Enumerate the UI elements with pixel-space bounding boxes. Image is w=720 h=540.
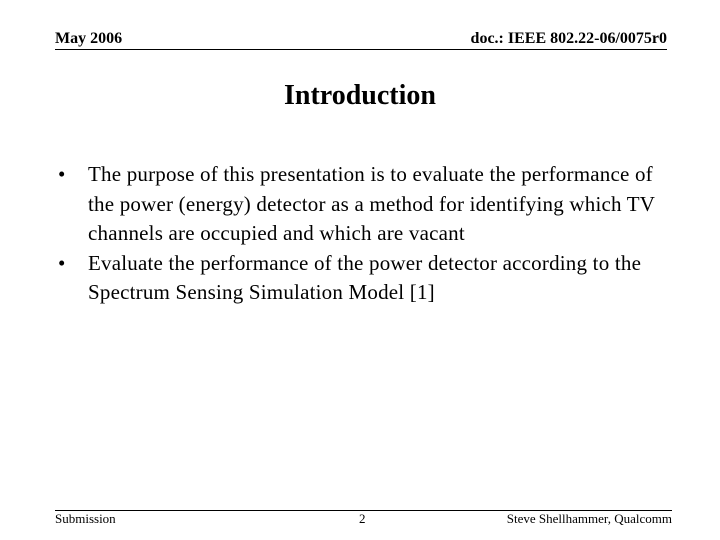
bullet-marker: •: [58, 250, 66, 275]
bullet-list: [58, 160, 678, 308]
bullet-text: Evaluate the performance of the power detector according to the Spectrum Sensing Simulation Model [1]: [88, 250, 642, 304]
footer-submission: Submission: [55, 511, 116, 526]
page-number: 2: [359, 511, 366, 526]
bullet-item: [58, 249, 678, 308]
header-date: May 2006: [55, 30, 123, 47]
bullet-text: The purpose of this presentation is to evaluate the performance of the power (energy) detector as a method for identifying which TV channels are occupied and which are vacant: [88, 162, 655, 245]
slide-title: Introduction: [284, 80, 436, 111]
footer-author: Steve Shellhammer, Qualcomm: [506, 511, 672, 526]
header-document-id: doc.: IEEE 802.22-06/0075r0: [470, 30, 667, 47]
bullet-item: [58, 160, 678, 249]
header-divider: [55, 49, 667, 50]
bullet-marker: •: [58, 162, 66, 186]
